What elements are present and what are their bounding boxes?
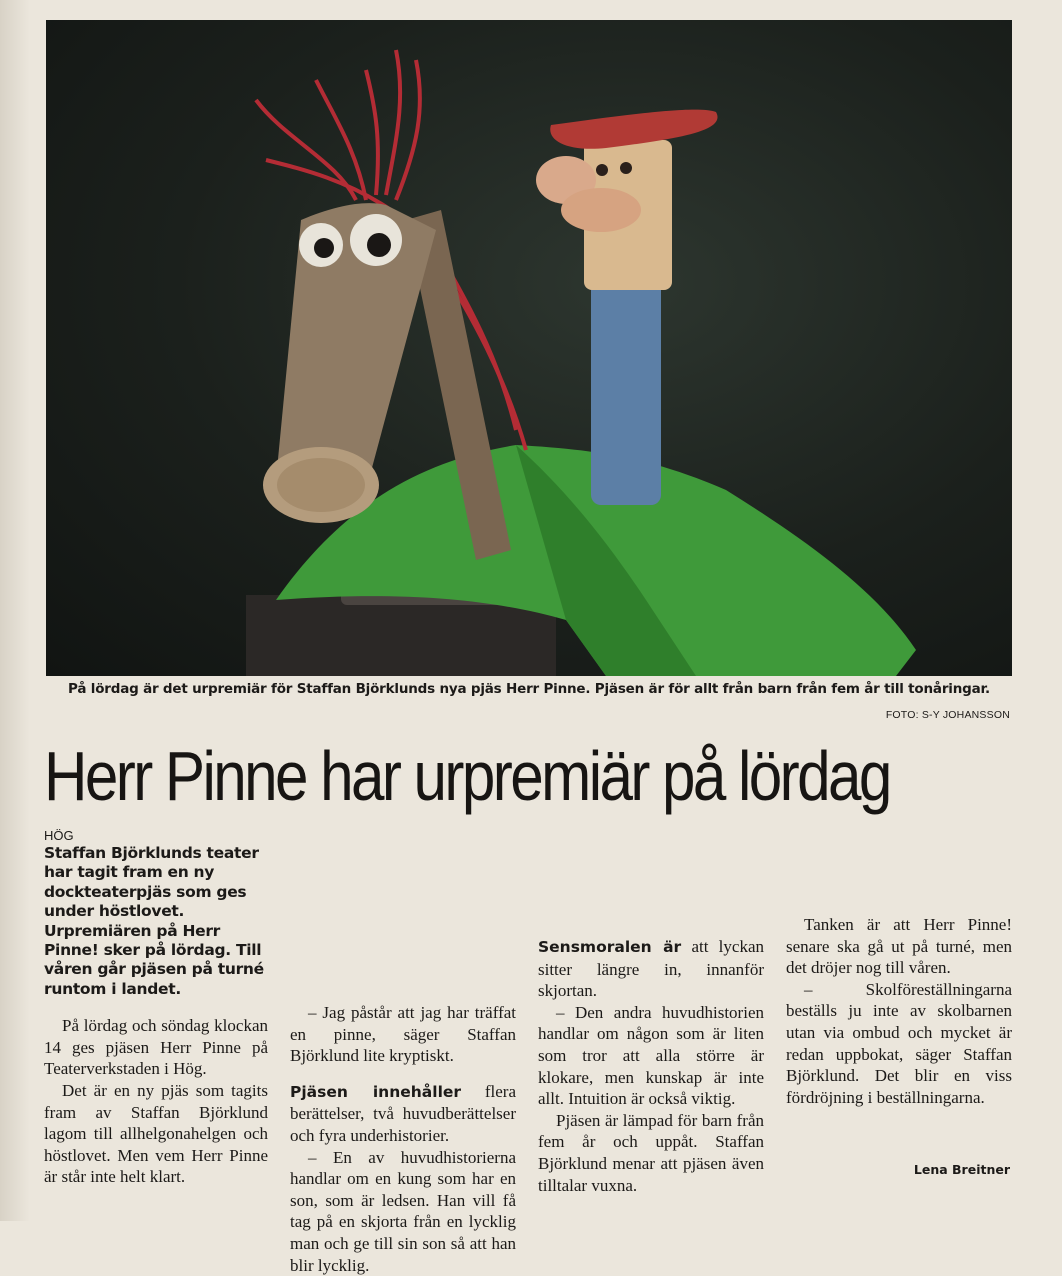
body-paragraph-with-subhead — [290, 1081, 516, 1147]
body-text: flera berättelser, två huvudberättelser och fyra underhistorier. — [290, 1081, 516, 1145]
body-paragraph: – Den andra huvudhistorien handlar om någon som är liten som tror att alla större är klokare, men kunskap är inte allt. Intuition är också viktig. — [538, 1002, 764, 1109]
body-paragraph: – En av huvudhistorierna handlar om en kung som har en son, som är ledsen. Han vill få tag på en skjorta från en lycklig man och ge till sin son så att han blir lycklig. — [290, 1147, 516, 1275]
article-column-2 — [290, 828, 516, 1276]
dateline: HÖG — [44, 828, 74, 843]
column-spacer — [538, 828, 764, 936]
puppet-stand — [246, 595, 556, 676]
body-paragraph-with-subhead — [538, 936, 764, 1002]
body-paragraph: – Skolföreställningarna beställs ju inte av skolbarnen utan via ombud och mycket är redan uppbokat, säger Staffan Björklund. Det blir en viss fördröjning i beställningarna. — [786, 979, 1012, 1107]
body-paragraph: Det är en ny pjäs som tagits fram av Staffan Björklund lagom till allhelgonahelgen och höstlovet. Men vem Herr Pinne är står inte helt klart. — [44, 1081, 268, 1187]
body-paragraph: Pjäsen är lämpad för barn från fem år och uppåt. Staffan Björklund menar att pjäsen även tilltalar vuxna. — [538, 1110, 764, 1195]
body-paragraph: Tanken är att Herr Pinne! senare ska gå ut på turné, men det dröjer nog till våren. — [786, 915, 1012, 978]
body-paragraph: – Jag påstår att jag har träffat en pinne, säger Staffan Björklund lite kryptiskt. — [290, 1003, 516, 1066]
headline: Herr Pinne har urpremiär på lördag — [44, 737, 890, 815]
photo-credit: FOTO: S-Y JOHANSSON — [885, 709, 1010, 721]
subheading: Pjäsen innehåller — [290, 1082, 462, 1101]
column-spacer — [786, 828, 1012, 914]
paper-edge — [0, 0, 30, 1221]
article-column-4 — [786, 828, 1012, 1108]
article-column-1 — [44, 828, 268, 1188]
lead-paragraph: Staffan Björklunds teater har tagit fram en ny dockteaterpjäs som ges under höstlovet. Urpremiären på Herr Pinne! sker på lördag. Till våren går pjäsen på turné runtom i landet. — [44, 844, 264, 998]
column-spacer — [290, 828, 516, 1002]
puppet-illustration — [46, 20, 1012, 676]
photo-caption: På lördag är det urpremiär för Staffan Björklunds nya pjäs Herr Pinne. Pjäsen är för allt från barn från fem år till tonåringar. — [68, 681, 990, 697]
hat-puppet — [536, 110, 718, 505]
byline: Lena Breitner — [913, 1162, 1010, 1177]
subheading: Sensmoralen är — [538, 938, 682, 956]
body-paragraph: På lördag och söndag klockan 14 ges pjäsen Herr Pinne på Teaterverkstaden i Hög. — [44, 1016, 268, 1079]
body-text: att lyckan sitter längre in, innanför skjortan. — [538, 937, 764, 1001]
article-photo — [46, 20, 1012, 676]
article-column-3 — [538, 828, 764, 1196]
